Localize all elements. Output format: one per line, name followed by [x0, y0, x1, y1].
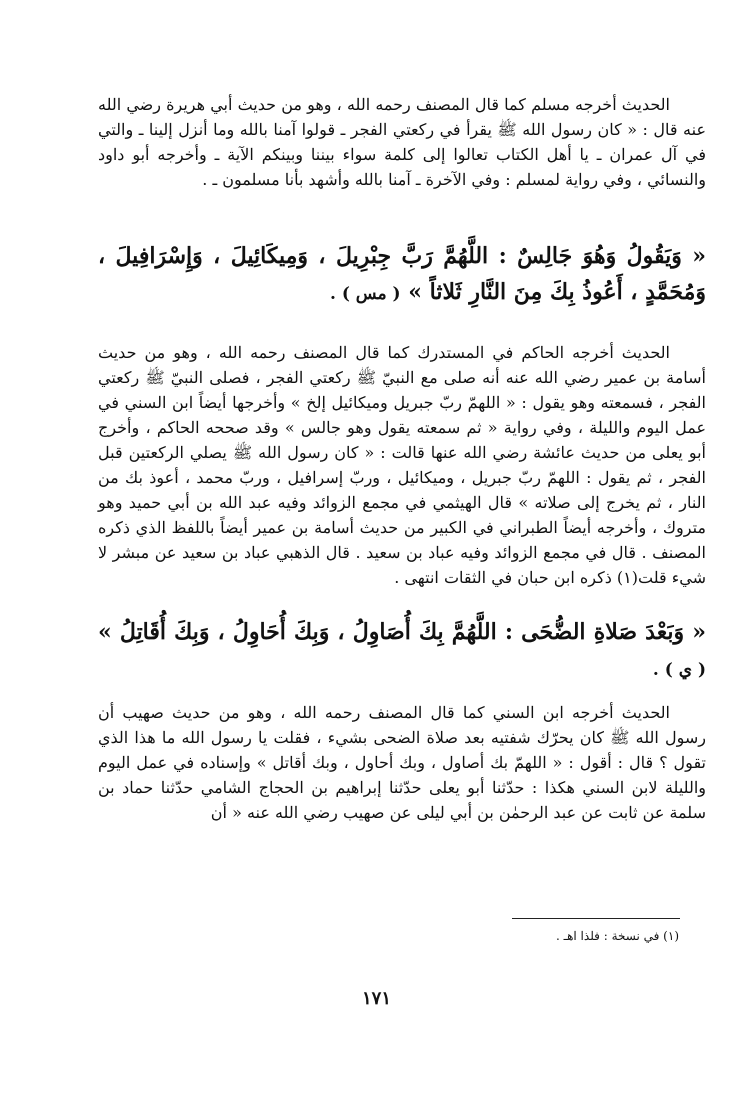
hadith-text — [98, 238, 706, 312]
spacer — [98, 312, 706, 340]
commentary-paragraph: الحديث أخرجه مسلم كما قال المصنف رحمه الله ، وهو من حديث أبي هريرة رضي الله عنه قال : « كان رسول الله ﷺ يقرأ في ركعتي الفجر ـ قولوا آمنا بالله وما أنزل إلينا ـ والتي في آل عمران ـ يا أهل الكتاب تعالوا إلى كلمة سواء بيننا وبينكم الآية ـ وأخرجه أبو داود والنسائي ، وفي رواية لمسلم : وفي الآخرة ـ آمنا بالله وأشهد بأنا مسلمون ـ . — [98, 95, 706, 189]
spacer — [98, 192, 706, 238]
commentary-paragraph: الحديث أخرجه الحاكم في المستدرك كما قال المصنف رحمه الله ، وهو من حديث أسامة بن عمير رضي الله عنه أنه صلى مع النبيّ ﷺ ركعتي الفجر ، فصلى النبيّ ﷺ ركعتي الفجر ، فسمعته وهو يقول : « اللهمّ ربّ جبريل وميكائيل إلخ » وأخرجها أيضاً ابن السني في عمل اليوم والليلة ، وفي رواية « ثم سمعته يقول وهو جالس » وقد صححه الحاكم ، وأخرج أبو يعلى من حديث عائشة رضي الله عنها قالت : « كان رسول الله ﷺ يصلي الركعتين قبل الفجر ، ثم يقول : اللهمّ ربّ جبريل ، وميكائيل ، وربّ إسرافيل ، وربّ محمد ، أعوذ بك من النار ، ثم يخرج إلى صلاته » قال الهيثمي في مجمع الزوائد وفيه عبد الله بن أبي حميد وهو متروك ، وأخرجه أيضاً الطبراني في الكبير من حديث أسامة بن عمير أيضاً باللفظ الذي ذكره المصنف . قال في مجمع الزوائد وفيه عباد بن سعيد . قال الذهبي عباد بن سعيد عن مبشر لا شيء قلت(١) ذكره ابن حبان في الثقات انتهى . — [98, 343, 706, 587]
hadith-words: « وَبَعْدَ صَلاةِ الضُّحَى : اللَّهُمَّ بِكَ أُصَاوِلُ ، وَبِكَ أُحَاوِلُ ، وَبِكَ أُقَاتِلُ » — [98, 619, 706, 645]
commentary-paragraph: الحديث أخرجه ابن السني كما قال المصنف رحمه الله ، وهو من حديث صهيب أن رسول الله ﷺ كان يحرّك شفتيه بعد صلاة الضحى بشيء ، فقلت يا رسول الله ما هذا الذي تقول ؟ قال : أقول : « اللهمّ بك أصاول ، وبك أحاول ، وبك أقاتل » وإسناده في عمل اليوم والليلة لابن السني هكذا : حدّثنا أبو يعلى حدّثنا إبراهيم بن الحجاج الشامي حدّثنا حماد بن سلمة عن ثابت عن عبد الرحمٰن بن أبي ليلى عن صهيب رضي الله عنه « أن — [98, 703, 706, 822]
footnote-divider — [512, 918, 680, 919]
footnote: (١) في نسخة : فلذا اهـ . — [555, 929, 679, 943]
page-body — [98, 92, 706, 825]
hadith-text — [98, 614, 706, 688]
spacer — [98, 688, 706, 700]
spacer — [98, 590, 706, 614]
hadith-reference: ( مس ) . — [329, 284, 401, 304]
page-number: ١٧١ — [361, 988, 391, 1009]
hadith-reference: ( ي ) . — [652, 660, 706, 680]
hadith-words: « وَيَقُولُ وَهُوَ جَالِسٌ : اللَّهُمَّ رَبَّ جِبْرِيلَ ، وَمِيكَائِيلَ ، وَإِسْرَافِيلَ ، وَمُحَمَّدٍ ، أَعُوذُ بِكَ مِنَ النَّارِ ثَلاثاً » — [98, 243, 706, 305]
